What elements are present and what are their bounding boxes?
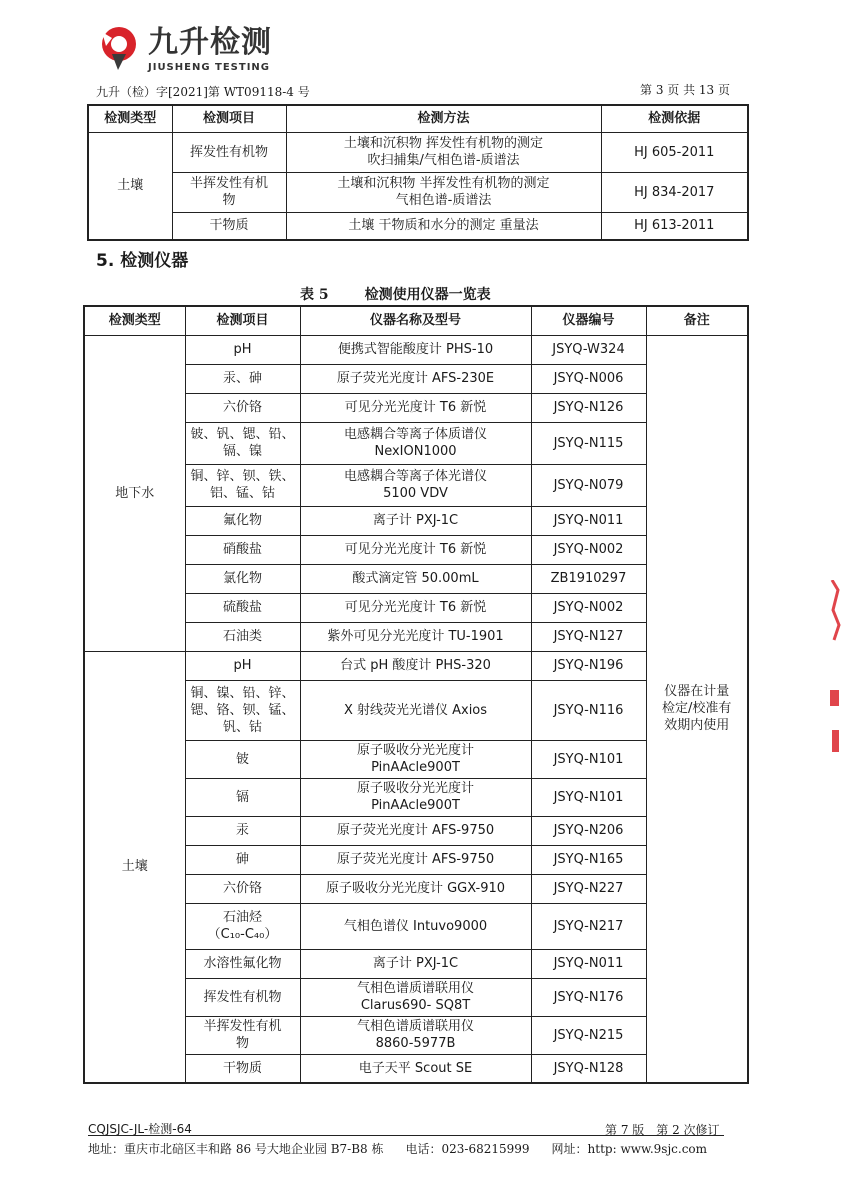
t2-instrument-cell: 电子天平 Scout SE <box>300 1054 531 1083</box>
t2-instrument-cell: X 射线荧光光谱仪 Axios <box>300 680 531 740</box>
t1-method-cell: 土壤和沉积物 半挥发性有机物的测定 气相色谱-质谱法 <box>286 172 601 212</box>
t2-note-cell: 仪器在计量 检定/校准有 效期内使用 <box>646 335 748 1083</box>
t2-code-cell: JSYQ-N196 <box>531 651 646 680</box>
company-logo <box>96 24 276 84</box>
t2-item-cell: 铍、钒、锶、铅、 镉、镍 <box>185 422 300 464</box>
t2-item-cell: 铜、锌、钡、铁、 铝、锰、钴 <box>185 464 300 506</box>
t2-instrument-cell: 气相色谱质谱联用仪 8860-5977B <box>300 1016 531 1054</box>
t2-code-cell: JSYQ-N011 <box>531 506 646 535</box>
t2-instrument-cell: 原子吸收分光光度计 PinAAcle900T <box>300 740 531 778</box>
revision-info: 第 7 版 第 2 次修订 <box>605 1123 720 1137</box>
t2-instrument-cell: 可见分光光度计 T6 新悦 <box>300 593 531 622</box>
t2-code-cell: JSYQ-N116 <box>531 680 646 740</box>
t1-type-cell: 土壤 <box>88 132 172 240</box>
t2-code-cell: JSYQ-N115 <box>531 422 646 464</box>
t2-instrument-cell: 离子计 PXJ-1C <box>300 506 531 535</box>
t2-item-cell: pH <box>185 651 300 680</box>
footer-divider <box>88 1135 724 1136</box>
footer-address: 地址：重庆市北碚区丰和路 86 号大地企业园 B7-B8 栋 <box>88 1142 384 1156</box>
footer-website: 网址：http: www.9sjc.com <box>551 1142 708 1156</box>
t1-basis-cell: HJ 613-2011 <box>601 212 748 240</box>
t2-code-cell: JSYQ-W324 <box>531 335 646 364</box>
t2-item-cell: 砷 <box>185 845 300 874</box>
t2-instrument-cell: 紫外可见分光光度计 TU-1901 <box>300 622 531 651</box>
t2-item-cell: 六价铬 <box>185 874 300 903</box>
document-number: 九升（检）字[2021]第 WT09118-4 号 <box>96 85 310 99</box>
t1-method-cell: 土壤 干物质和水分的测定 重量法 <box>286 212 601 240</box>
t2-item-cell: 氟化物 <box>185 506 300 535</box>
t2-instrument-cell: 气相色谱质谱联用仪 Clarus690- SQ8T <box>300 978 531 1016</box>
t2-instrument-cell: 离子计 PXJ-1C <box>300 949 531 978</box>
t2-item-cell: pH <box>185 335 300 364</box>
logo-text-cn: 九升检测 <box>148 25 272 60</box>
t2-instrument-cell: 原子吸收分光光度计 PinAAcle900T <box>300 778 531 816</box>
t2-code-cell: JSYQ-N002 <box>531 593 646 622</box>
t2-instrument-cell: 电感耦合等离子体光谱仪 5100 VDV <box>300 464 531 506</box>
t2-item-cell: 石油烃 （C₁₀-C₄₀） <box>185 903 300 949</box>
t2-type-cell: 地下水 <box>84 335 185 651</box>
t2-code-cell: JSYQ-N101 <box>531 740 646 778</box>
logo-text-en: JIUSHENG TESTING <box>148 62 270 73</box>
t2-instrument-cell: 气相色谱仪 Intuvo9000 <box>300 903 531 949</box>
t2-instrument-cell: 酸式滴定管 50.00mL <box>300 564 531 593</box>
t1-header-method: 检测方法 <box>286 105 601 132</box>
t2-item-cell: 镉 <box>185 778 300 816</box>
t2-code-cell: JSYQ-N127 <box>531 622 646 651</box>
t2-code-cell: JSYQ-N002 <box>531 535 646 564</box>
t2-header-code: 仪器编号 <box>531 306 646 335</box>
t2-code-cell: JSYQ-N206 <box>531 816 646 845</box>
logo-mark-icon <box>96 24 142 70</box>
t1-item-cell: 干物质 <box>172 212 286 240</box>
t2-instrument-cell: 原子吸收分光光度计 GGX-910 <box>300 874 531 903</box>
table-caption-label: 表 5 <box>300 287 329 303</box>
t2-item-cell: 六价铬 <box>185 393 300 422</box>
t2-instrument-cell: 台式 pH 酸度计 PHS-320 <box>300 651 531 680</box>
table-caption-title: 检测使用仪器一览表 <box>364 287 491 303</box>
t2-item-cell: 硫酸盐 <box>185 593 300 622</box>
t2-header-instrument: 仪器名称及型号 <box>300 306 531 335</box>
t2-code-cell: ZB1910297 <box>531 564 646 593</box>
t2-item-cell: 挥发性有机物 <box>185 978 300 1016</box>
t2-header-item: 检测项目 <box>185 306 300 335</box>
t1-header-basis: 检测依据 <box>601 105 748 132</box>
t2-item-cell: 干物质 <box>185 1054 300 1083</box>
t2-code-cell: JSYQ-N101 <box>531 778 646 816</box>
t2-item-cell: 半挥发性有机 物 <box>185 1016 300 1054</box>
t2-instrument-cell: 可见分光光度计 T6 新悦 <box>300 393 531 422</box>
t2-type-cell: 土壤 <box>84 651 185 1083</box>
t2-instrument-cell: 原子荧光光度计 AFS-9750 <box>300 816 531 845</box>
t2-instrument-cell: 可见分光光度计 T6 新悦 <box>300 535 531 564</box>
t2-header-type: 检测类型 <box>84 306 185 335</box>
t2-instrument-cell: 电感耦合等离子体质谱仪 NexION1000 <box>300 422 531 464</box>
t2-code-cell: JSYQ-N128 <box>531 1054 646 1083</box>
t2-code-cell: JSYQ-N215 <box>531 1016 646 1054</box>
t2-header-note: 备注 <box>646 306 748 335</box>
page-indicator: 第 3 页 共 13 页 <box>640 83 730 97</box>
footer-contact <box>88 1140 729 1157</box>
t1-header-type: 检测类型 <box>88 105 172 132</box>
t2-item-cell: 铜、镍、铅、锌、 锶、铬、钡、锰、 钒、钴 <box>185 680 300 740</box>
t2-instrument-cell: 原子荧光光度计 AFS-9750 <box>300 845 531 874</box>
instrument-table <box>83 305 749 1084</box>
t2-item-cell: 硝酸盐 <box>185 535 300 564</box>
t1-item-cell: 挥发性有机物 <box>172 132 286 172</box>
t2-instrument-cell: 便携式智能酸度计 PHS-10 <box>300 335 531 364</box>
t2-code-cell: JSYQ-N217 <box>531 903 646 949</box>
t1-basis-cell: HJ 834-2017 <box>601 172 748 212</box>
partial-seal-stamp <box>822 580 841 770</box>
t2-code-cell: JSYQ-N079 <box>531 464 646 506</box>
method-table <box>87 104 749 241</box>
t2-code-cell: JSYQ-N011 <box>531 949 646 978</box>
t2-item-cell: 汞、砷 <box>185 364 300 393</box>
t2-item-cell: 水溶性氟化物 <box>185 949 300 978</box>
t2-code-cell: JSYQ-N176 <box>531 978 646 1016</box>
t2-instrument-cell: 原子荧光光度计 AFS-230E <box>300 364 531 393</box>
t2-code-cell: JSYQ-N126 <box>531 393 646 422</box>
t2-code-cell: JSYQ-N227 <box>531 874 646 903</box>
t2-item-cell: 汞 <box>185 816 300 845</box>
t1-method-cell: 土壤和沉积物 挥发性有机物的测定 吹扫捕集/气相色谱-质谱法 <box>286 132 601 172</box>
section-title: 5. 检测仪器 <box>96 251 189 271</box>
t2-item-cell: 石油类 <box>185 622 300 651</box>
t2-code-cell: JSYQ-N165 <box>531 845 646 874</box>
t2-item-cell: 铍 <box>185 740 300 778</box>
t1-header-item: 检测项目 <box>172 105 286 132</box>
table-caption <box>300 284 491 304</box>
footer-phone: 电话：023-68215999 <box>405 1142 530 1156</box>
t1-basis-cell: HJ 605-2011 <box>601 132 748 172</box>
t2-code-cell: JSYQ-N006 <box>531 364 646 393</box>
form-code: CQJSJC-JL-检测-64 <box>88 1122 192 1136</box>
t2-item-cell: 氯化物 <box>185 564 300 593</box>
t1-item-cell: 半挥发性有机 物 <box>172 172 286 212</box>
